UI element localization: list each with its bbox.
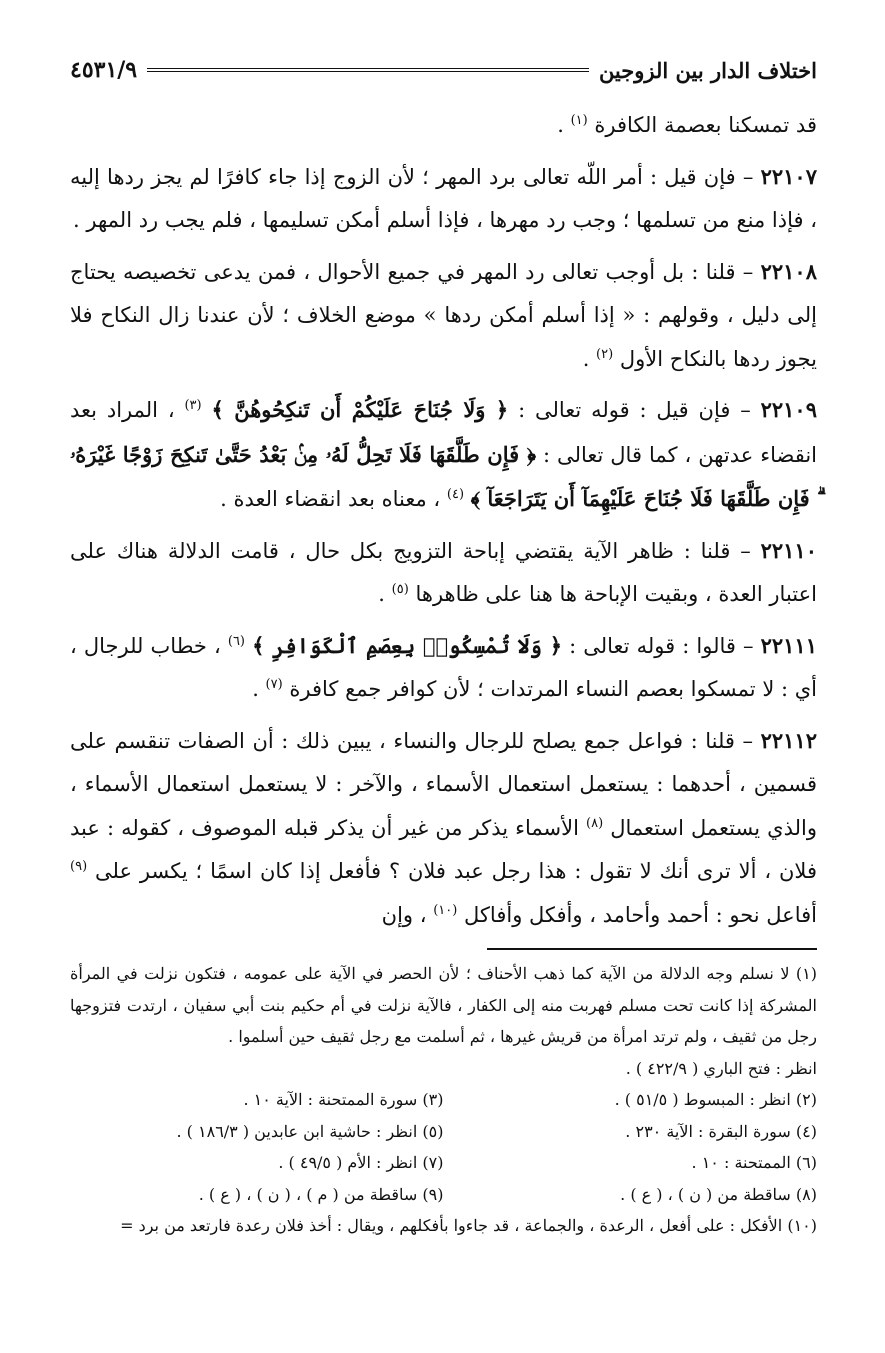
footnote-5: (٥) انظر : حاشية ابن عابدين ( ١٨٦/٣ ) . <box>176 1121 444 1141</box>
footnote-ref: (٧) <box>265 677 283 692</box>
footnote-ref: (٤) <box>446 487 465 502</box>
footnote-ref: (٢) <box>596 346 614 362</box>
footnote-1-source: انظر : فتح الباري ( ٤٢٢/٩ ) . <box>625 1058 817 1078</box>
quran-verse: ﴿ فَإِن طَلَّقَهَا فَلَا تَحِلُّ لَهُۥ مِنۢ بَعْدُ حَتَّىٰ تَنكِحَ زَوْجًا غَيْرَهُۥ ۗ فَإِن طَلَّقَهَا فَلَا جُنَاحَ عَلَيْهِمَآ أَن يَتَرَاجَعَآ ﴾ <box>70 441 817 511</box>
paragraph-number: ٢٢١٠٧ <box>760 163 817 189</box>
chapter-title: اختلاف الدار بين الزوجين <box>598 57 817 83</box>
footnote-ref: (١) <box>570 113 588 128</box>
footnote-7: (٧) انظر : الأم ( ٤٩/٥ ) . <box>278 1153 444 1172</box>
footnote-row <box>70 1179 817 1211</box>
page-number: ٤٥٣١/٩ <box>70 57 138 83</box>
footnote-1: (١) لا نسلم وجه الدلالة من الآية كما ذهب الأحناف ؛ لأن الحصر في الآية على عمومه ، فتكون نزلت في المرأة المشركة إذا كانت تحت مسلم فهربت منه إلى الكفار ، فالآية نزلت في أم حكيم بنت أبي سفيان ، ارتدت فتزوجها رجل من ثقيف ، ولم ترتد امرأة من قريش غيرها ، ثم أسلمت مع رجل ثقيف حين أسلموا . <box>70 964 818 1046</box>
paragraph-number: ٢٢١١٠ <box>760 537 817 563</box>
footnote-2: (٢) انظر : المبسوط ( ٥١/٥ ) . <box>614 1090 817 1109</box>
paragraph-0: قد تمسكنا بعصمة الكافرة $^{(١)}$ . <box>557 113 817 137</box>
header-rule <box>147 68 589 72</box>
footnote-ref: (٨) <box>586 815 604 831</box>
paragraph-22112: ٢٢١١٢ – قلنا : فواعل جمع يصلح للرجال والنساء ، يبين ذلك : أن الصفات تنقسم على قسمين ، أحدهما : يستعمل استعمال الأسماء ، والآخر : لا يستعمل استعمال الأسماء ، والذي يستعمل استعمال $^{(٨)}$ الأسماء يذكر من غير أن يذكر قبله الموصوف ، كقوله : عبد فلان ، ألا ترى أنك لا تقول : هذا رجل عبد فلان ؟ فأفعل إذا كان اسمًا ؛ يكسر على $^{(٩)}$ أفاعل نحو : أحمد وأحامد ، وأفكل وأفاكل $^{(١٠)}$ ، وإن <box>70 727 817 927</box>
paragraph-number: ٢٢١١٢ <box>760 727 817 753</box>
footnote-4: (٤) سورة البقرة : الآية ٢٣٠ . <box>625 1121 817 1141</box>
footnote-row <box>70 1147 817 1179</box>
quran-verse: ﴿ وَلَا جُنَاحَ عَلَيْكُمْ أَن تَنكِحُوهُنَّ ﴾ <box>211 397 509 422</box>
paragraph-number: ٢٢١٠٩ <box>760 397 817 422</box>
paragraph-22110: ٢٢١١٠ – قلنا : ظاهر الآية يقتضي إباحة التزويج بكل حال ، قامت الدلالة هناك على اعتبار العدة ، وبقيت الإباحة ها هنا على ظاهرها $^{(٥)}$ . <box>70 537 817 606</box>
footnote-9: (٩) ساقطة من ( م ) ، ( ن ) ، ( ع ) . <box>198 1184 444 1204</box>
quran-verse: ﴿ وَلَا تُمْسِكُوا۟ بِعِصَمِ ٱلْكَوَافِرِ ﴾ <box>252 632 562 658</box>
footnote-ref: (٦) <box>227 633 245 649</box>
paragraph-22107: ٢٢١٠٧ – فإن قيل : أمر اللّه تعالى برد المهر ؛ لأن الزوج إذا جاء كافرًا لم يجز ردها إليه ، فإذا منع من تسلمها ؛ وجب رد مهرها ، فإذا أسلم أمكن تسليمها ، فلم يجب رد المهر . <box>70 163 817 232</box>
footnote-10: (١٠) الأفكل : على أفعل ، الرعدة ، والجماعة ، قد جاءوا بأفكلهم ، ويقال : أخذ فلان رعدة فارتعد من برد = <box>120 1216 817 1235</box>
paragraph-number: ٢٢١٠٨ <box>760 258 817 284</box>
paragraph-22109: ٢٢١٠٩ – فإن قيل : قوله تعالى : ﴿ وَلَا جُنَاحَ عَلَيْكُمْ أَن تَنكِحُوهُنَّ ﴾ $^{(٣)}$ ، المراد بعد انقضاء عدتهن ، كما قال تعالى : ﴿ فَإِن طَلَّقَهَا فَلَا تَحِلُّ لَهُۥ مِنۢ بَعْدُ حَتَّىٰ تَنكِحَ زَوْجًا غَيْرَهُۥ ۗ فَإِن طَلَّقَهَا فَلَا جُنَاحَ عَلَيْهِمَآ أَن يَتَرَاجَعَآ ﴾ $^{(٤)}$ ، معناه بعد انقضاء العدة . <box>70 397 817 511</box>
paragraph-22111: ٢٢١١١ – قالوا : قوله تعالى : ﴿ وَلَا تُمْسِكُوا۟ بِعِصَمِ ٱلْكَوَافِرِ ﴾ $^{(٦)}$ ، خطاب للرجال ، أي : لا تمسكوا بعصم النساء المرتدات ؛ لأن كوافر جمع كافرة $^{(٧)}$ . <box>70 632 817 701</box>
paragraph-number: ٢٢١١١ <box>760 632 817 658</box>
footnote-6: (٦) الممتحنة : ١٠ . <box>691 1153 817 1172</box>
footnotes <box>70 958 817 1242</box>
paragraph-22108: ٢٢١٠٨ – قلنا : بل أوجب تعالى رد المهر في جميع الأحوال ، فمن يدعى تخصيصه يحتاج إلى دليل ، وقولهم : « إذا أسلم أمكن ردها » موضع الخلاف ؛ لأن عندنا زال النكاح فلا يجوز ردها بالنكاح الأول $^{(٢)}$ . <box>70 258 817 371</box>
footnote-row <box>70 1116 817 1148</box>
footnote-ref: (٥) <box>391 582 409 597</box>
footnote-separator <box>487 948 817 950</box>
footnote-row <box>70 1084 817 1116</box>
footnote-ref: (١٠) <box>433 902 458 918</box>
main-text <box>70 104 817 944</box>
running-header <box>70 50 817 90</box>
footnote-3: (٣) سورة الممتحنة : الآية ١٠ . <box>243 1090 444 1109</box>
footnote-ref: (٣) <box>184 398 202 413</box>
footnote-8: (٨) ساقطة من ( ن ) ، ( ع ) . <box>620 1184 817 1204</box>
footnote-ref: (٩) <box>70 859 88 874</box>
